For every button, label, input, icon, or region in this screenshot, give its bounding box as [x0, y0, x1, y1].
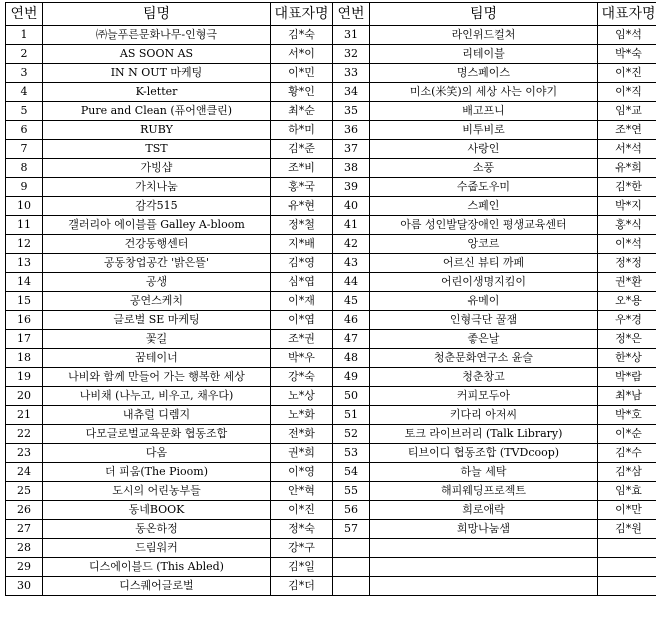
cell-right-no	[333, 558, 370, 577]
cell-left-rep: 이*엽	[271, 311, 333, 330]
table-row	[6, 273, 656, 292]
cell-right-team: 사랑인	[370, 140, 598, 159]
cell-right-no	[333, 539, 370, 558]
cell-left-rep: 지*배	[271, 235, 333, 254]
cell-right-rep: 서*석	[598, 140, 656, 159]
cell-right-team	[370, 577, 598, 596]
cell-left-team: 공동창업공간 '밝은뜰'	[43, 254, 271, 273]
table-row	[6, 577, 656, 596]
cell-left-no: 23	[6, 444, 43, 463]
cell-right-rep: 이*순	[598, 425, 656, 444]
cell-left-rep: 황*인	[271, 83, 333, 102]
cell-right-rep: 김*수	[598, 444, 656, 463]
cell-right-rep: 박*람	[598, 368, 656, 387]
cell-left-no: 8	[6, 159, 43, 178]
cell-left-team: 꿈테이너	[43, 349, 271, 368]
table-row	[6, 235, 656, 254]
cell-right-no	[333, 577, 370, 596]
cell-right-team	[370, 539, 598, 558]
cell-left-no: 21	[6, 406, 43, 425]
cell-left-rep: 김*일	[271, 558, 333, 577]
cell-right-no: 31	[333, 26, 370, 45]
cell-right-rep	[598, 558, 656, 577]
cell-right-team: 미소(米笑)의 세상 사는 이야기	[370, 83, 598, 102]
cell-left-team: 더 피움(The Pioom)	[43, 463, 271, 482]
cell-left-no: 30	[6, 577, 43, 596]
cell-left-team: 동온하정	[43, 520, 271, 539]
table-body	[6, 26, 656, 596]
cell-left-team: 내츄럴 디렘지	[43, 406, 271, 425]
cell-left-team: AS SOON AS	[43, 45, 271, 64]
cell-left-no: 24	[6, 463, 43, 482]
cell-right-no: 54	[333, 463, 370, 482]
cell-left-team: 갤러리아 에이블플 Galley A-bloom	[43, 216, 271, 235]
cell-right-no: 35	[333, 102, 370, 121]
cell-right-rep: 유*희	[598, 159, 656, 178]
cell-right-no: 46	[333, 311, 370, 330]
cell-left-team: RUBY	[43, 121, 271, 140]
table-row	[6, 444, 656, 463]
cell-left-no: 29	[6, 558, 43, 577]
cell-right-team: 인형극단 꿀잼	[370, 311, 598, 330]
table-row	[6, 26, 656, 45]
cell-left-no: 7	[6, 140, 43, 159]
cell-left-no: 27	[6, 520, 43, 539]
cell-right-no: 33	[333, 64, 370, 83]
table-row	[6, 330, 656, 349]
table-row	[6, 501, 656, 520]
header-team-left: 팀명	[43, 3, 271, 26]
cell-left-rep: 유*현	[271, 197, 333, 216]
cell-left-no: 11	[6, 216, 43, 235]
cell-right-rep: 임*교	[598, 102, 656, 121]
cell-left-team: 공생	[43, 273, 271, 292]
table-row	[6, 197, 656, 216]
table-row	[6, 159, 656, 178]
cell-right-no: 55	[333, 482, 370, 501]
cell-left-no: 2	[6, 45, 43, 64]
cell-left-team: 건강동행센터	[43, 235, 271, 254]
cell-left-team: 다모글로벌교육문화 협동조합	[43, 425, 271, 444]
cell-left-rep: 강*숙	[271, 368, 333, 387]
cell-left-rep: 김*더	[271, 577, 333, 596]
cell-left-team: 공연스케치	[43, 292, 271, 311]
cell-right-rep: 정*은	[598, 330, 656, 349]
table-row	[6, 216, 656, 235]
cell-left-no: 16	[6, 311, 43, 330]
cell-left-rep: 정*철	[271, 216, 333, 235]
cell-left-team: 다옴	[43, 444, 271, 463]
cell-right-rep: 한*상	[598, 349, 656, 368]
cell-left-no: 17	[6, 330, 43, 349]
table-row	[6, 121, 656, 140]
cell-left-no: 3	[6, 64, 43, 83]
cell-left-team: 도시의 어린농부들	[43, 482, 271, 501]
cell-left-team: 디스에이블드 (This Abled)	[43, 558, 271, 577]
cell-left-rep: 노*화	[271, 406, 333, 425]
cell-right-team: 라인위드컬처	[370, 26, 598, 45]
cell-right-rep: 임*효	[598, 482, 656, 501]
cell-left-rep: 심*엽	[271, 273, 333, 292]
cell-left-rep: 최*순	[271, 102, 333, 121]
cell-right-rep: 권*환	[598, 273, 656, 292]
cell-right-no: 39	[333, 178, 370, 197]
cell-right-team: 어린이생명지킴이	[370, 273, 598, 292]
cell-left-team: Pure and Clean (퓨어앤클린)	[43, 102, 271, 121]
table-row	[6, 539, 656, 558]
cell-left-team: 동네BOOK	[43, 501, 271, 520]
cell-left-rep: 하*미	[271, 121, 333, 140]
cell-right-rep: 조*연	[598, 121, 656, 140]
cell-right-rep: 우*경	[598, 311, 656, 330]
cell-left-no: 25	[6, 482, 43, 501]
cell-right-team	[370, 558, 598, 577]
cell-left-team: 디스퀘어글로벌	[43, 577, 271, 596]
cell-left-no: 19	[6, 368, 43, 387]
cell-left-no: 6	[6, 121, 43, 140]
cell-right-team: 리테이블	[370, 45, 598, 64]
cell-right-no: 53	[333, 444, 370, 463]
cell-right-team: 해피웨딩프로젝트	[370, 482, 598, 501]
cell-right-no: 45	[333, 292, 370, 311]
cell-right-no: 41	[333, 216, 370, 235]
cell-right-no: 42	[333, 235, 370, 254]
cell-right-team: 희로애락	[370, 501, 598, 520]
cell-left-team: 가빙샵	[43, 159, 271, 178]
cell-left-team: IN N OUT 마케팅	[43, 64, 271, 83]
cell-left-rep: 박*우	[271, 349, 333, 368]
cell-left-no: 1	[6, 26, 43, 45]
cell-right-rep: 김*한	[598, 178, 656, 197]
table-row	[6, 349, 656, 368]
cell-right-no: 50	[333, 387, 370, 406]
table-row	[6, 387, 656, 406]
header-row	[6, 3, 656, 26]
cell-left-no: 22	[6, 425, 43, 444]
cell-left-team: 나비채 (나누고, 비우고, 채우다)	[43, 387, 271, 406]
cell-right-no: 38	[333, 159, 370, 178]
cell-right-team: 소풍	[370, 159, 598, 178]
header-no-right: 연번	[333, 3, 370, 26]
table-row	[6, 368, 656, 387]
cell-right-team: 커피모두아	[370, 387, 598, 406]
cell-right-rep: 김*원	[598, 520, 656, 539]
cell-right-rep	[598, 577, 656, 596]
table-row	[6, 520, 656, 539]
cell-right-rep: 최*남	[598, 387, 656, 406]
cell-right-no: 43	[333, 254, 370, 273]
cell-left-rep: 안*혁	[271, 482, 333, 501]
cell-right-rep	[598, 539, 656, 558]
cell-right-no: 44	[333, 273, 370, 292]
cell-left-rep: 정*숙	[271, 520, 333, 539]
cell-left-no: 14	[6, 273, 43, 292]
cell-right-rep: 이*진	[598, 64, 656, 83]
cell-left-no: 5	[6, 102, 43, 121]
cell-right-team: 청춘창고	[370, 368, 598, 387]
cell-right-team: 비투비로	[370, 121, 598, 140]
cell-left-rep: 노*상	[271, 387, 333, 406]
cell-right-no: 49	[333, 368, 370, 387]
cell-left-no: 13	[6, 254, 43, 273]
cell-right-rep: 박*숙	[598, 45, 656, 64]
cell-right-team: 하늘 세탁	[370, 463, 598, 482]
cell-left-no: 9	[6, 178, 43, 197]
cell-left-rep: 이*재	[271, 292, 333, 311]
table-row	[6, 254, 656, 273]
cell-right-team: 수줍도우미	[370, 178, 598, 197]
table-row	[6, 425, 656, 444]
team-table	[5, 2, 656, 596]
cell-right-team: 좋은날	[370, 330, 598, 349]
table-row	[6, 45, 656, 64]
cell-right-rep: 이*석	[598, 235, 656, 254]
table-row	[6, 406, 656, 425]
cell-left-no: 28	[6, 539, 43, 558]
cell-right-no: 52	[333, 425, 370, 444]
header-no-left: 연번	[6, 3, 43, 26]
cell-left-rep: 조*권	[271, 330, 333, 349]
cell-right-team: 유메이	[370, 292, 598, 311]
cell-right-no: 32	[333, 45, 370, 64]
cell-left-no: 18	[6, 349, 43, 368]
cell-left-team: 가치나눔	[43, 178, 271, 197]
cell-right-no: 56	[333, 501, 370, 520]
table-row	[6, 311, 656, 330]
cell-left-no: 26	[6, 501, 43, 520]
table-row	[6, 64, 656, 83]
cell-right-no: 57	[333, 520, 370, 539]
cell-right-team: 어르신 뷰티 까페	[370, 254, 598, 273]
cell-right-rep: 이*만	[598, 501, 656, 520]
cell-right-rep: 홍*식	[598, 216, 656, 235]
table-row	[6, 140, 656, 159]
cell-left-rep: 강*구	[271, 539, 333, 558]
cell-left-team: 나비와 함께 만들어 가는 행복한 세상	[43, 368, 271, 387]
table-row	[6, 463, 656, 482]
cell-right-no: 48	[333, 349, 370, 368]
cell-left-team: 꽃길	[43, 330, 271, 349]
cell-left-rep: 조*비	[271, 159, 333, 178]
cell-left-team: ㈜늘푸른문화나무-인형극	[43, 26, 271, 45]
table-row	[6, 292, 656, 311]
cell-right-team: 명스페이스	[370, 64, 598, 83]
cell-right-no: 36	[333, 121, 370, 140]
table-row	[6, 482, 656, 501]
cell-left-rep: 이*진	[271, 501, 333, 520]
cell-right-no: 47	[333, 330, 370, 349]
cell-right-no: 34	[333, 83, 370, 102]
cell-right-rep: 정*정	[598, 254, 656, 273]
cell-left-team: 감각515	[43, 197, 271, 216]
cell-left-rep: 서*이	[271, 45, 333, 64]
cell-right-team: 티브이디 협동조합 (TVDcoop)	[370, 444, 598, 463]
cell-right-rep: 박*호	[598, 406, 656, 425]
cell-left-team: 드림워커	[43, 539, 271, 558]
cell-right-team: 스페인	[370, 197, 598, 216]
cell-right-team: 키다리 아저씨	[370, 406, 598, 425]
cell-right-no: 37	[333, 140, 370, 159]
table-row	[6, 178, 656, 197]
cell-left-rep: 김*준	[271, 140, 333, 159]
cell-right-rep: 오*용	[598, 292, 656, 311]
cell-left-rep: 김*숙	[271, 26, 333, 45]
cell-right-team: 토크 라이브러리 (Talk Library)	[370, 425, 598, 444]
header-rep-left: 대표자명	[271, 3, 333, 26]
table-row	[6, 83, 656, 102]
cell-left-no: 12	[6, 235, 43, 254]
cell-left-rep: 홍*국	[271, 178, 333, 197]
cell-left-rep: 이*영	[271, 463, 333, 482]
cell-right-rep: 김*삼	[598, 463, 656, 482]
cell-left-rep: 전*화	[271, 425, 333, 444]
cell-right-rep: 임*석	[598, 26, 656, 45]
cell-left-rep: 이*민	[271, 64, 333, 83]
cell-left-rep: 김*영	[271, 254, 333, 273]
cell-left-team: TST	[43, 140, 271, 159]
header-team-right: 팀명	[370, 3, 598, 26]
cell-right-team: 청춘문화연구소 윤슬	[370, 349, 598, 368]
cell-left-no: 10	[6, 197, 43, 216]
cell-left-no: 4	[6, 83, 43, 102]
table-row	[6, 102, 656, 121]
cell-left-no: 15	[6, 292, 43, 311]
cell-right-team: 아름 성인발달장애인 평생교육센터	[370, 216, 598, 235]
cell-right-no: 51	[333, 406, 370, 425]
header-rep-right: 대표자명	[598, 3, 656, 26]
cell-right-team: 앙코르	[370, 235, 598, 254]
cell-right-team: 희망나눔샘	[370, 520, 598, 539]
cell-right-rep: 박*지	[598, 197, 656, 216]
cell-left-team: K-letter	[43, 83, 271, 102]
cell-right-team: 배고프니	[370, 102, 598, 121]
cell-left-rep: 권*희	[271, 444, 333, 463]
cell-right-no: 40	[333, 197, 370, 216]
cell-left-team: 글로벌 SE 마케팅	[43, 311, 271, 330]
cell-right-rep: 이*직	[598, 83, 656, 102]
table-row	[6, 558, 656, 577]
table-header	[6, 3, 656, 26]
cell-left-no: 20	[6, 387, 43, 406]
